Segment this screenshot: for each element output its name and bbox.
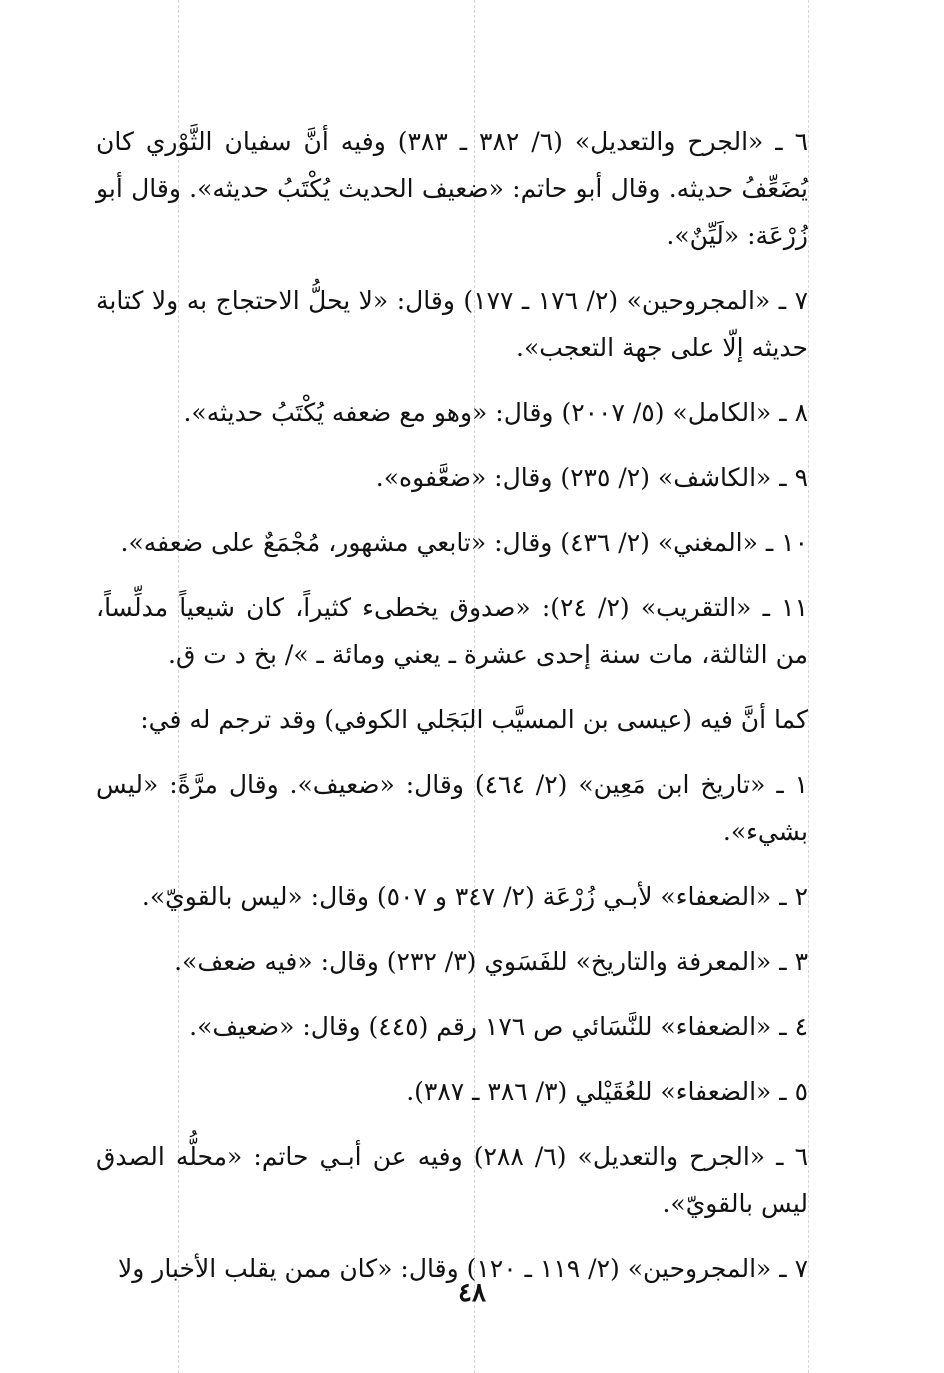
paragraph-majruhin-2: ٧ ـ «المجروحين» (٢/ ١١٩ ـ ١٢٠) وقال: «كان ممن يقلب الأخبار ولا	[118, 1254, 808, 1283]
paragraph-duafa-abu-zura: ٢ ـ «الضعفاء» لأبـي زُرْعَة (٢/ ٣٤٧ و ٥٠٧) وقال: «ليس بالقويّ».	[141, 882, 808, 911]
paragraph-tarikh-ibn-main: ١ ـ «تاريخ ابن مَعِين» (٢/ ٤٦٤) وقال: «ضعيف». وقال مرَّةً: «ليس بشيء».	[96, 770, 808, 846]
paragraph-kamil: ٨ ـ «الكامل» (٥/ ٢٠٠٧) وقال: «وهو مع ضعفه يُكْتَبُ حديثه».	[183, 398, 808, 427]
paragraph-kashif: ٩ ـ «الكاشف» (٢/ ٢٣٥) وقال: «ضعَّفوه».	[375, 463, 808, 492]
paragraph-duafa-nasai: ٤ ـ «الضعفاء» للنَّسَائي ص ١٧٦ رقم (٤٤٥) وقال: «ضعيف».	[189, 1012, 808, 1041]
paragraph-mughni: ١٠ ـ «المغني» (٢/ ٤٣٦) وقال: «تابعي مشهور، مُجْمَعٌ على ضعفه».	[120, 528, 808, 557]
main-text	[96, 118, 856, 1310]
paragraph-duafa-uqayli: ٥ ـ «الضعفاء» للعُقَيْلي (٣/ ٣٨٦ ـ ٣٨٧).	[406, 1077, 808, 1106]
paragraph-isa-intro: كما أنَّ فيه (عيسى بن المسيَّب البَجَلي الكوفي) وقد ترجم له في:	[140, 705, 808, 734]
paragraph-jarh-tadil-2: ٦ ـ «الجرح والتعديل» (٦/ ٢٨٨) وفيه عن أبـي حاتم: «محلُّه الصدق ليس بالقويّ».	[96, 1142, 808, 1218]
paragraph-taqrib: ١١ ـ «التقريب» (٢/ ٢٤): «صدوق يخطىء كثيراً، كان شيعياً مدلِّساً، من الثالثة، مات سنة إحدى عشرة ـ يعني ومائة ـ »/ بخ د ت ق.	[96, 593, 808, 669]
paragraph-majruhin: ٧ ـ «المجروحين» (٢/ ١٧٦ ـ ١٧٧) وقال: «لا يحلُّ الاحتجاج به ولا كتابة حديثه إلّا على جهة التعجب».	[96, 286, 808, 362]
paragraph-jarh-tadil: ٦ ـ «الجرح والتعديل» (٦/ ٣٨٢ ـ ٣٨٣) وفيه أنَّ سفيان الثَّوْري كان يُضَعِّفُ حديثه. وقال أبو حاتم: «ضعيف الحديث يُكْتَبُ حديثه». وقال أبو زُرْعَة: «لَيِّنٌ».	[96, 127, 809, 250]
page-number: ٤٨	[458, 1278, 486, 1308]
paragraph-marifa-tarikh: ٣ ـ «المعرفة والتاريخ» للفَسَوي (٣/ ٢٣٢) وقال: «فيه ضعف».	[174, 947, 808, 976]
